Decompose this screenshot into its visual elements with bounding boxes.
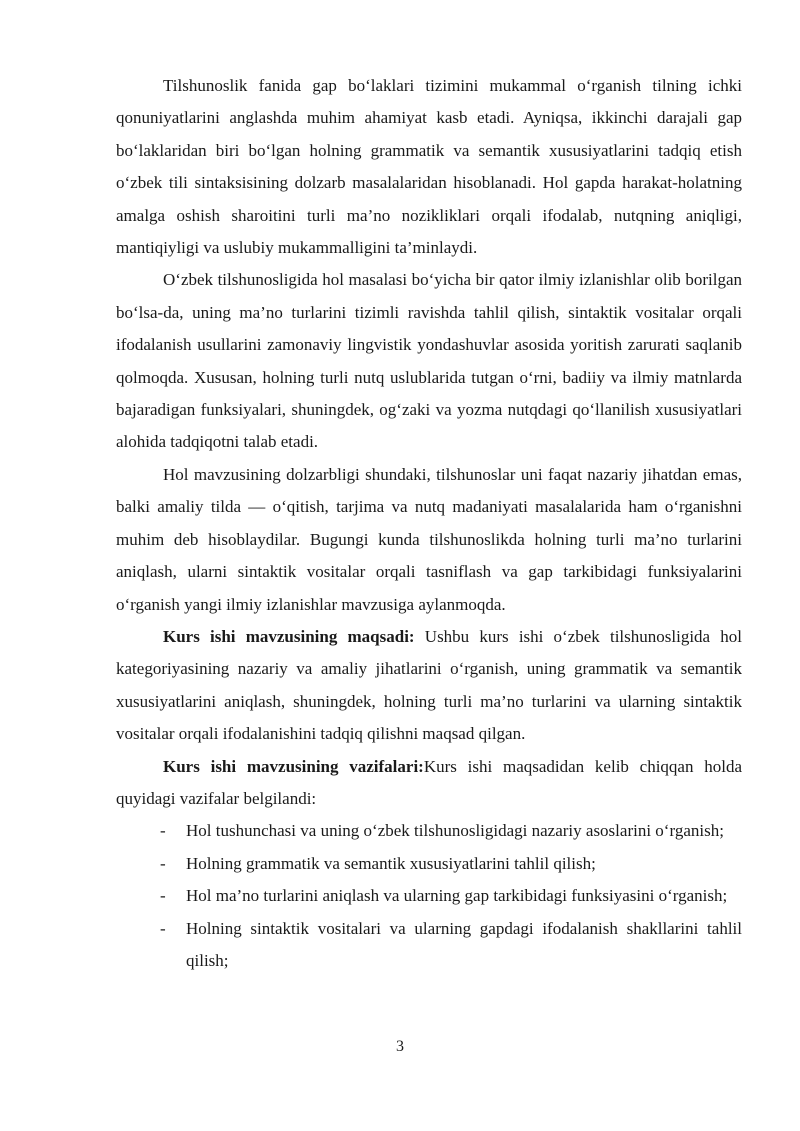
list-item-text: Hol tushunchasi va uning o‘zbek tilshunosligidagi nazariy asoslarini o‘rganish; [186,821,724,841]
page-number: 3 [396,1038,404,1055]
tasks-label: Kurs ishi mavzusining vazifalari: [163,756,424,776]
paragraph-intro: Tilshunoslik fanida gap bo‘laklari tizimini mukammal o‘rganish tilning ichki qonuniyatlarini anglashda muhim ahamiyat kasb etadi. Ayniqsa, ikkinchi darajali gap bo‘laklaridan biri bo‘lgan holning grammatik va semantik xususiyatlarini tadqiq etish o‘zbek tili sintaksisining dolzarb masalalaridan hisoblanadi. Hol gapda harakat-holatning amalga oshish sharoitini turli ma’no nozikliklari orqali ifodalab, nutqning aniqligi, mantiqiyligi va uslubiy mukammalligini ta’minlaydi. [116,76,742,258]
list-item-text: Holning sintaktik vositalari va ularning gapdagi ifodalanish shakllarini tahlil qilish; [186,918,742,970]
paragraph-research-status: O‘zbek tilshunosligida hol masalasi bo‘yicha bir qator ilmiy izlanishlar olib borilgan bo‘lsa-da, uning ma’no turlarini tizimli ravishda tahlil qilish, sintaktik vositalar orqali ifodalanish usullarini zamonaviy lingvistik yondashuvlar asosida yoritish zarurati saqlanib qolmoqda. Xususan, holning turli nutq uslublarida tutgan o‘rni, badiiy va ilmiy matnlarda bajaradigan funksiyalari, shuningdek, og‘zaki va yozma nutqdagi qo‘llanilish xususiyatlari alohida tadqiqotni talab etadi. [116,270,742,452]
bullet-dash: - [160,918,166,938]
paragraph-relevance: Hol mavzusining dolzarbligi shundaki, tilshunoslar uni faqat nazariy jihatdan emas, balki amaliy tilda — o‘qitish, tarjima va nutq madaniyati masalalarida ham o‘rganishni muhim deb hisoblaydilar. Bugungi kunda tilshunoslikda holning turli ma’no turlarini aniqlash, ularni sintaktik vositalar orqali tasniflash va gap tarkibidagi funksiyalarini o‘rganish yangi ilmiy izlanishlar mavzusiga aylanmoqda. [116,464,742,614]
document-page [116,70,742,977]
goal-label: Kurs ishi mavzusining maqsadi: [163,626,415,646]
list-item-text: Hol ma’no turlarini aniqlash va ularning gap tarkibidagi funksiyasini o‘rganish; [186,886,728,906]
list-item [160,848,742,880]
list-item-text: Holning grammatik va semantik xususiyatlarini tahlil qilish; [186,853,596,873]
paragraph-goal [116,621,742,751]
tasks-text: Kurs ishi maqsadidan kelib chiqqan holda quyidagi vazifalar belgilandi: [116,756,743,808]
goal-text: Ushbu kurs ishi o‘zbek tilshunosligida hol kategoriyasining nazariy va amaliy jihatlarini o‘rganish, uning grammatik va semantik xususiyatlarini aniqlash, shuningdek, holning turli ma’no turlarini va ularning sintaktik vositalar orqali ifodalanishini tadqiq qilishni maqsad qilgan. [116,626,743,744]
bullet-dash: - [160,853,166,873]
list-item [160,880,742,912]
bullet-dash: - [160,821,166,841]
list-item [160,913,742,978]
bullet-dash: - [160,886,166,906]
list-item [160,815,742,847]
tasks-list [116,815,742,977]
paragraph-tasks [116,751,742,816]
